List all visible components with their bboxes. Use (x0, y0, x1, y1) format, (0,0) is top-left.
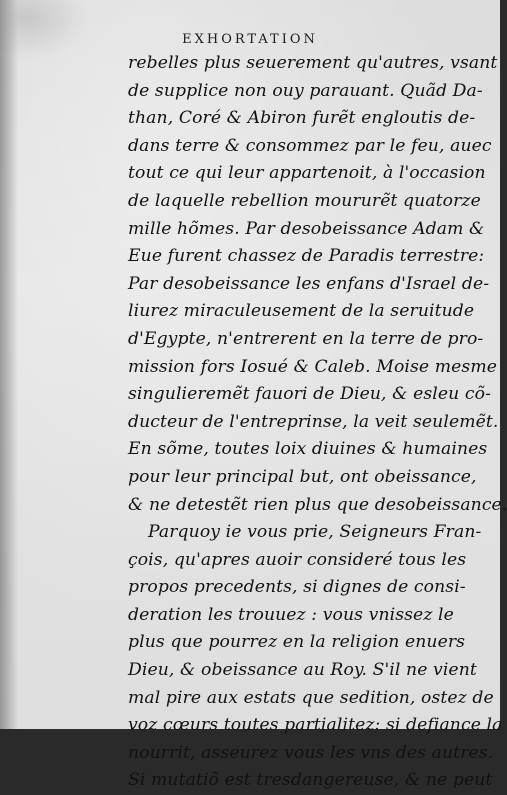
text-line: çois, qu'apres auoir consideré tous les (128, 549, 467, 570)
text-line: plus que pourrez en la religion enuers (128, 632, 466, 653)
text-line: dans terre & consommez par le feu, auec (128, 135, 492, 156)
running-head: EXHORTATION (182, 32, 318, 47)
text-line: propos precedents, si dignes de consi- (128, 577, 466, 598)
text-line: de supplice non ouy parauant. Quãd Da- (128, 80, 483, 101)
text-line: ducteur de l'entreprinse, la veit seulemẽt. (128, 411, 499, 432)
text-line: mal pire aux estats que sedition, ostez de (128, 687, 494, 708)
text-line: En sõme, toutes loix diuines & humaines (128, 439, 488, 460)
paper-stain (0, 0, 90, 60)
text-line: pour leur principal but, ont obeissance, (128, 466, 477, 487)
text-line: & ne detestẽt rien plus que desobeissance. (128, 494, 507, 515)
text-line: tout ce qui leur appartenoit, à l'occasion (128, 163, 486, 184)
text-line: voz cœurs toutes partialitez: si defiance la (128, 715, 503, 736)
text-line: Si mutatiõ est tresdangereuse, & ne peut (128, 770, 493, 791)
text-line: mission fors Iosué & Caleb. Moise mesme (128, 356, 497, 377)
text-line: deration les trouuez : vous vnissez le (128, 604, 454, 625)
body-text (128, 50, 507, 795)
text-line: de laquelle rebellion moururẽt quatorze (128, 190, 481, 211)
text-line: Par desobeissance les enfans d'Israel de- (128, 273, 490, 294)
text-line: liurez miraculeusement de la seruitude (128, 301, 475, 322)
text-line: Dieu, & obeissance au Roy. S'il ne vient (128, 660, 477, 681)
text-line: singulieremẽt fauori de Dieu, & esleu cõ- (128, 384, 491, 405)
text-line: rebelles plus seuerement qu'autres, vsant (128, 53, 498, 73)
text-line: d'Egypte, n'entrerent en la terre de pro- (128, 328, 484, 349)
paragraph-start-line: Parquoy ie vous prie, Seigneurs Fran- (148, 522, 482, 543)
text-line: Eue furent chassez de Paradis terrestre: (128, 246, 485, 267)
text-line: mille hõmes. Par desobeissance Adam & (128, 218, 485, 239)
text-line: nourrit, asseurez vous les vns des autres. (128, 742, 494, 763)
text-line: than, Coré & Abiron furẽt engloutis de- (128, 108, 476, 129)
